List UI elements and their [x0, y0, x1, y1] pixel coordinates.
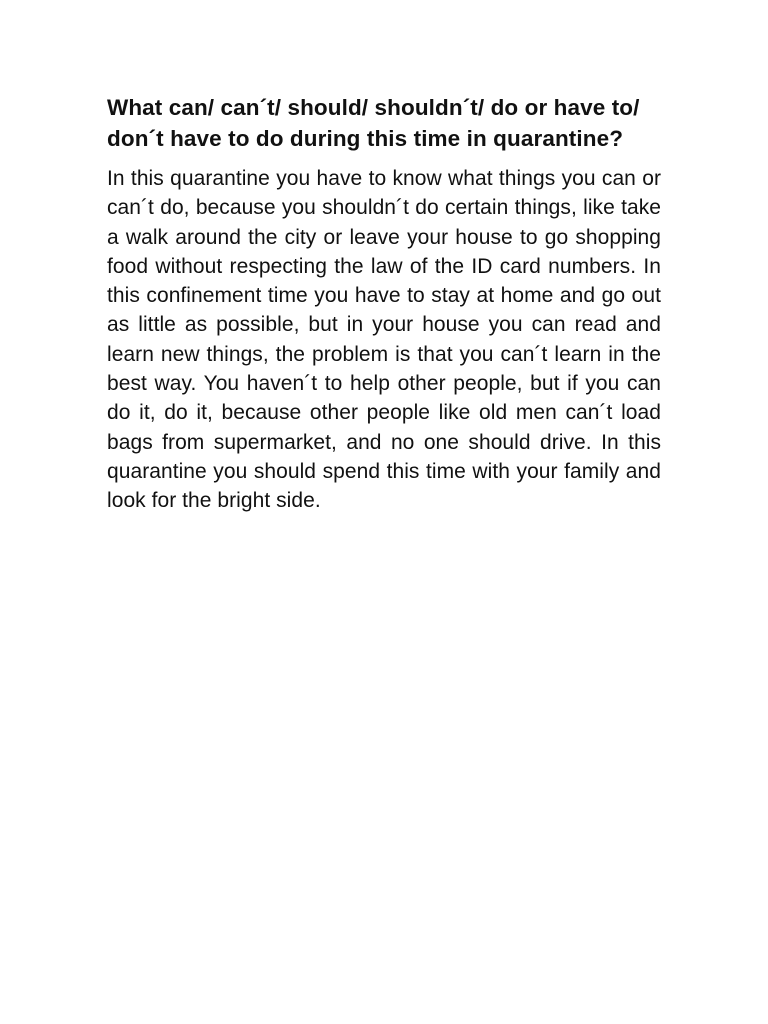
- document-title: What can/ can´t/ should/ shouldn´t/ do or have to/ don´t have to do during this time in quarantine?: [107, 95, 640, 151]
- document-content: [107, 92, 661, 516]
- document-paragraph: In this quarantine you have to know what things you can or can´t do, because you shouldn´t do certain things, like take a walk around the city or leave your house to go shopping food without respecting the law of the ID card numbers. In this confinement time you have to stay at home and go out as little as possible, but in your house you can read and learn new things, the problem is that you can´t learn in the best way. You haven´t to help other people, but if you can do it, do it, because other people like old men can´t load bags from supermarket, and no one should drive. In this quarantine you should spend this time with your family and look for the bright side.: [107, 167, 661, 513]
